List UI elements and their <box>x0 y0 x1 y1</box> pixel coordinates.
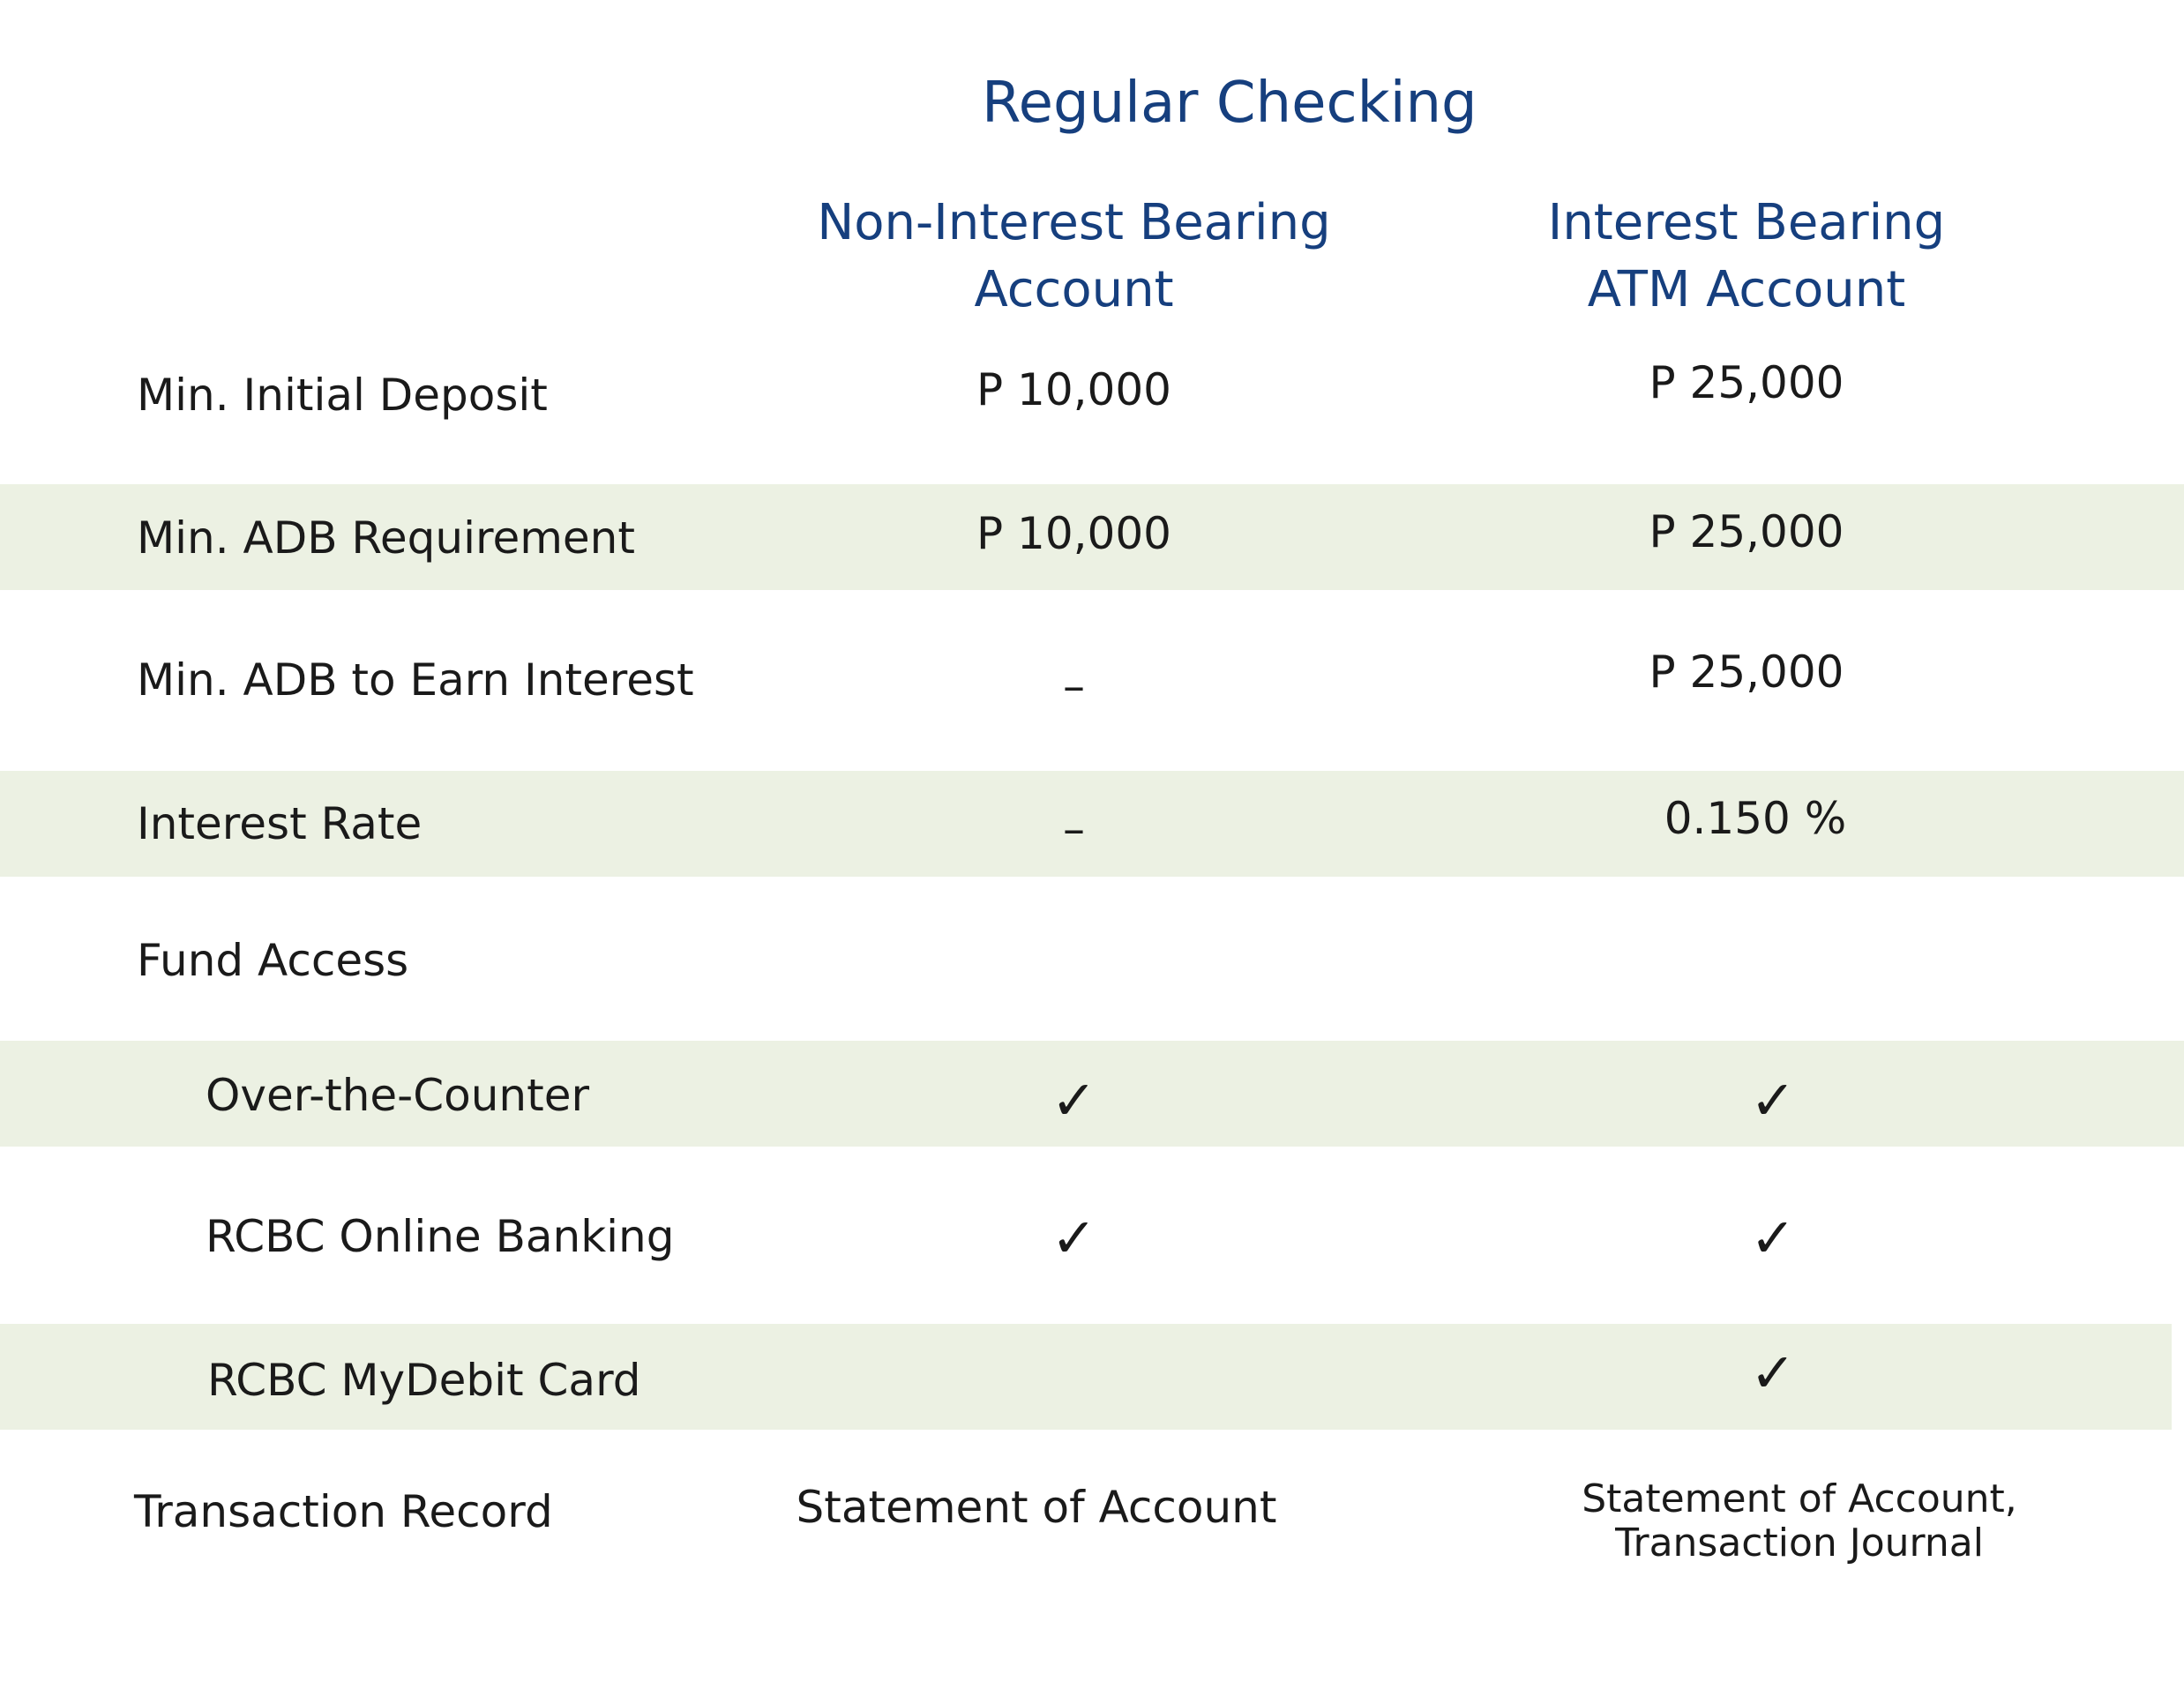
value-interest-line: Statement of Account, <box>1582 1476 2017 1521</box>
row-label-min-adb-earn-interest: Min. ADB to Earn Interest <box>137 654 694 706</box>
value-interest: P 25,000 <box>1649 506 1844 557</box>
value-non-interest: Statement of Account <box>796 1482 1277 1533</box>
column-header-line: ATM Account <box>1587 261 1906 318</box>
column-header-interest <box>1500 190 1993 324</box>
row-label-rcbc-mydebit-card: RCBC MyDebit Card <box>207 1355 641 1406</box>
check-icon: ✓ <box>1051 1206 1097 1270</box>
value-interest-multiline <box>1561 1477 2038 1566</box>
row-label-min-adb-requirement: Min. ADB Requirement <box>137 512 635 564</box>
column-header-line: Interest Bearing <box>1547 194 1946 251</box>
check-icon: ✓ <box>1750 1206 1796 1270</box>
row-label-fund-access: Fund Access <box>137 935 409 986</box>
check-icon: ✓ <box>1750 1341 1796 1405</box>
value-non-interest: P 10,000 <box>976 364 1171 415</box>
value-non-interest: P 10,000 <box>976 508 1171 559</box>
row-label-rcbc-online-banking: RCBC Online Banking <box>206 1211 675 1262</box>
row-label-interest-rate: Interest Rate <box>137 798 423 849</box>
column-header-non-interest <box>776 190 1372 324</box>
value-interest: 0.150 % <box>1664 793 1847 844</box>
row-label-over-the-counter: Over-the-Counter <box>206 1070 590 1121</box>
value-non-interest-dash: – <box>1063 661 1085 712</box>
column-header-line: Non-Interest Bearing <box>817 194 1331 251</box>
check-icon: ✓ <box>1750 1068 1796 1132</box>
value-non-interest-dash: – <box>1063 803 1085 855</box>
column-header-line: Account <box>974 261 1174 318</box>
row-label-min-initial-deposit: Min. Initial Deposit <box>137 370 548 421</box>
value-interest: P 25,000 <box>1649 357 1844 408</box>
row-label-transaction-record: Transaction Record <box>134 1486 553 1537</box>
title-text: Regular Checking <box>982 71 1477 136</box>
check-icon: ✓ <box>1051 1068 1097 1132</box>
value-interest-line: Transaction Journal <box>1615 1521 1984 1566</box>
value-interest: P 25,000 <box>1649 646 1844 698</box>
